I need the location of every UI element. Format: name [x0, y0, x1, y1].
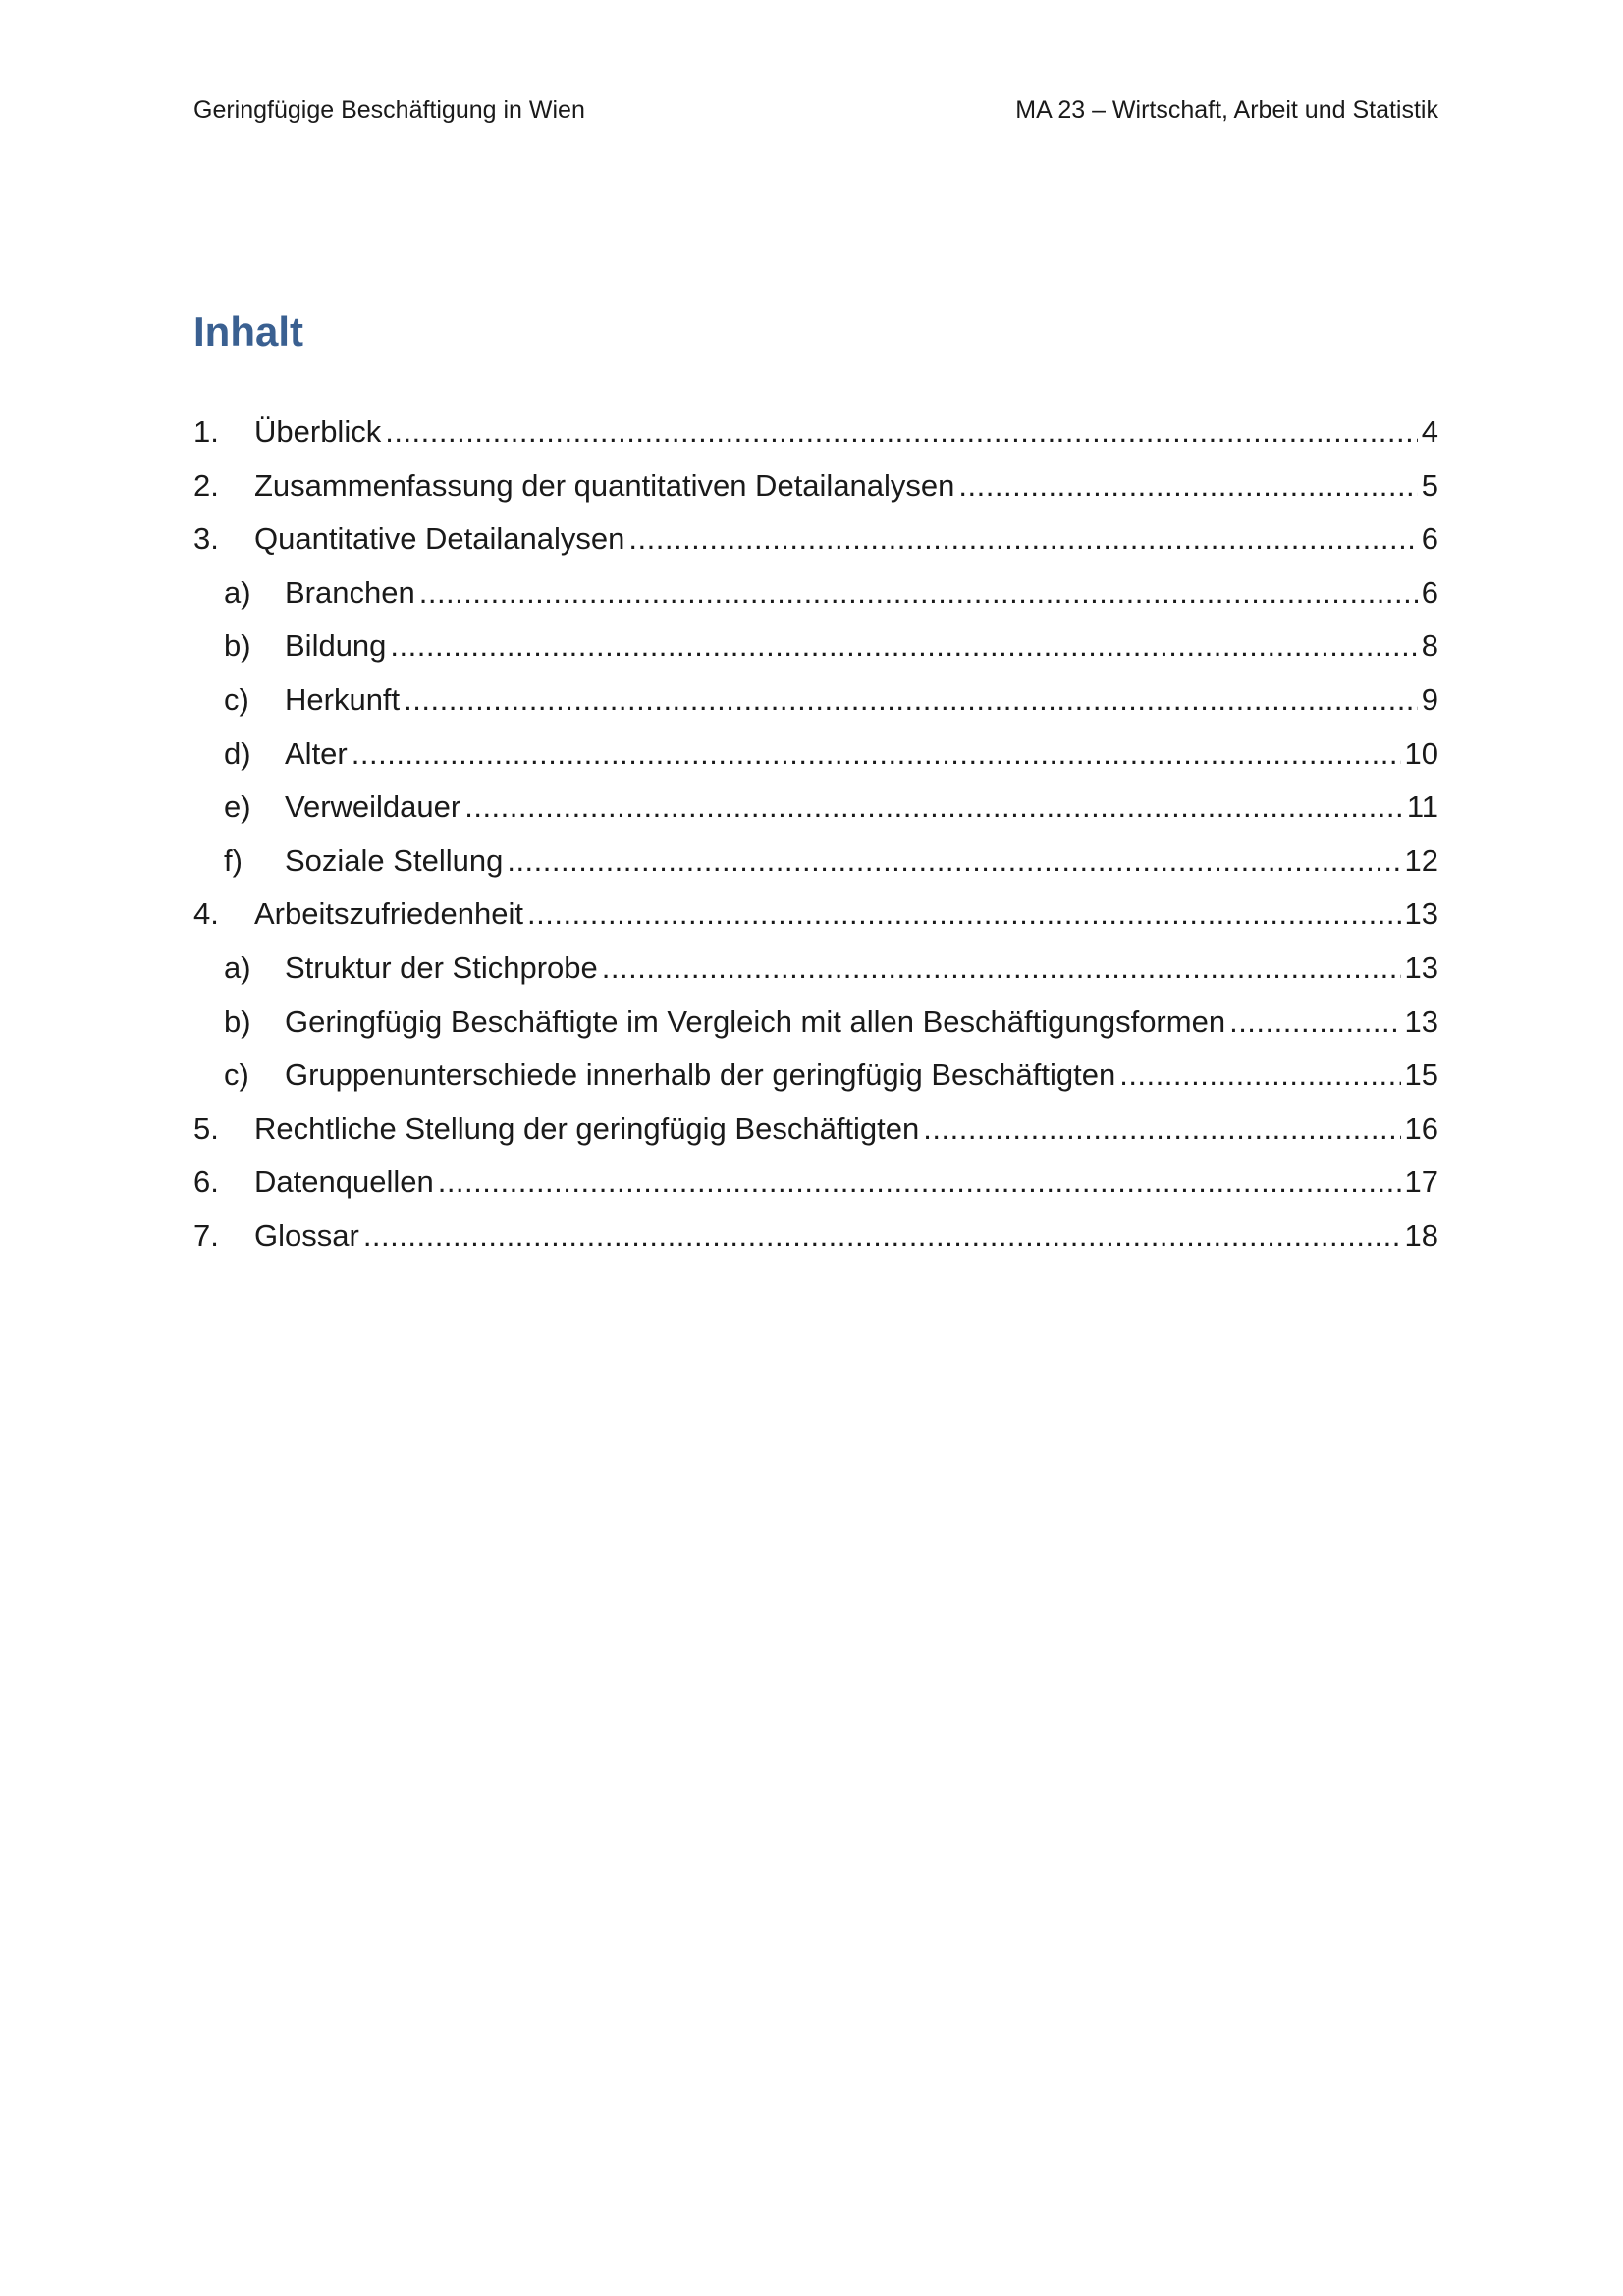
toc-entry-page-number[interactable]: 10: [1404, 735, 1438, 771]
toc-dot-leader: [352, 736, 1401, 772]
toc-entry-number: e): [224, 789, 251, 825]
toc-dot-leader: [958, 468, 1417, 504]
toc-entry-page-number[interactable]: 13: [1404, 896, 1438, 932]
toc-subentry[interactable]: [193, 736, 1438, 790]
toc-entry-number: f): [224, 842, 243, 878]
toc-entry-number: 7.: [193, 1217, 219, 1253]
toc-entry[interactable]: [193, 468, 1438, 522]
toc-dot-leader: [1229, 1004, 1400, 1040]
toc-entry-number: 3.: [193, 521, 219, 557]
toc-entry-number: c): [224, 1057, 249, 1093]
toc-entry-page-number[interactable]: 6: [1421, 574, 1438, 610]
toc-entry-page-number[interactable]: 9: [1421, 681, 1438, 717]
header-right-department: MA 23 – Wirtschaft, Arbeit und Statistik: [1015, 96, 1438, 124]
toc-dot-leader: [1119, 1057, 1400, 1093]
toc-entry[interactable]: [193, 414, 1438, 468]
toc-dot-leader: [438, 1164, 1401, 1200]
toc-entry[interactable]: [193, 1218, 1438, 1272]
toc-dot-leader: [628, 521, 1417, 557]
toc-entry-number: 2.: [193, 467, 219, 503]
toc-dot-leader: [507, 843, 1400, 879]
toc-entry-title[interactable]: Zusammenfassung der quantitativen Detailanalysen: [254, 467, 955, 503]
toc-entry-title[interactable]: Quantitative Detailanalysen: [254, 521, 625, 557]
toc-entry[interactable]: [193, 1111, 1438, 1165]
toc-subentry[interactable]: [193, 1057, 1438, 1111]
toc-entry-number: 4.: [193, 896, 219, 932]
toc-entry-number: b): [224, 1003, 251, 1039]
toc-dot-leader: [464, 789, 1403, 825]
toc-entry-number: 1.: [193, 414, 219, 449]
toc-entry-title[interactable]: Rechtliche Stellung der geringfügig Beschäftigten: [254, 1110, 920, 1146]
toc-entry[interactable]: [193, 896, 1438, 950]
toc-entry-number: d): [224, 735, 251, 771]
toc-entry-title[interactable]: Herkunft: [285, 681, 401, 717]
toc-subentry[interactable]: [193, 628, 1438, 682]
toc-entry-page-number[interactable]: 8: [1421, 628, 1438, 664]
toc-entry-title[interactable]: Gruppenunterschiede innerhalb der geringfügig Beschäftigten: [285, 1057, 1116, 1093]
toc-entry-page-number[interactable]: 15: [1404, 1057, 1438, 1093]
toc-entry[interactable]: [193, 521, 1438, 575]
toc-entry-title[interactable]: Branchen: [285, 574, 415, 610]
toc-dot-leader: [404, 682, 1418, 718]
table-of-contents: [193, 414, 1438, 1272]
toc-entry-title[interactable]: Bildung: [285, 628, 387, 664]
toc-entry-title[interactable]: Verweildauer: [285, 789, 461, 825]
page-header: [193, 94, 1438, 126]
toc-entry-page-number[interactable]: 4: [1421, 414, 1438, 449]
toc-entry-title[interactable]: Überblick: [254, 414, 382, 449]
toc-entry-page-number[interactable]: 18: [1404, 1217, 1438, 1253]
toc-entry-page-number[interactable]: 13: [1404, 1003, 1438, 1039]
toc-entry-page-number[interactable]: 17: [1404, 1164, 1438, 1200]
toc-entry-number: a): [224, 949, 251, 985]
toc-entry-title[interactable]: Arbeitszufriedenheit: [254, 896, 523, 932]
toc-dot-leader: [363, 1218, 1401, 1254]
toc-entry-title[interactable]: Alter: [285, 735, 348, 771]
toc-entry-number: 5.: [193, 1110, 219, 1146]
toc-dot-leader: [602, 950, 1401, 986]
toc-entry-number: a): [224, 574, 251, 610]
header-left-title: Geringfügige Beschäftigung in Wien: [193, 96, 585, 124]
toc-dot-leader: [419, 575, 1418, 611]
toc-entry-page-number[interactable]: 13: [1404, 949, 1438, 985]
toc-dot-leader: [923, 1111, 1400, 1147]
toc-entry-page-number[interactable]: 5: [1421, 467, 1438, 503]
toc-entry-page-number[interactable]: 16: [1404, 1110, 1438, 1146]
toc-subentry[interactable]: [193, 1004, 1438, 1058]
toc-title: Inhalt: [193, 308, 303, 354]
toc-subentry[interactable]: [193, 950, 1438, 1004]
toc-entry-title[interactable]: Geringfügig Beschäftigte im Vergleich mit allen Beschäftigungsformen: [285, 1003, 1226, 1039]
toc-entry[interactable]: [193, 1164, 1438, 1218]
toc-entry-page-number[interactable]: 11: [1406, 789, 1438, 825]
toc-entry-title[interactable]: Datenquellen: [254, 1164, 434, 1200]
toc-subentry[interactable]: [193, 575, 1438, 629]
toc-entry-title[interactable]: Struktur der Stichprobe: [285, 949, 598, 985]
toc-entry-number: b): [224, 628, 251, 664]
toc-subentry[interactable]: [193, 682, 1438, 736]
toc-entry-number: c): [224, 681, 249, 717]
toc-dot-leader: [390, 628, 1417, 664]
toc-entry-title[interactable]: Soziale Stellung: [285, 842, 504, 878]
toc-entry-title[interactable]: Glossar: [254, 1217, 359, 1253]
toc-entry-page-number[interactable]: 12: [1404, 842, 1438, 878]
toc-dot-leader: [527, 896, 1401, 932]
toc-entry-page-number[interactable]: 6: [1421, 521, 1438, 557]
toc-subentry[interactable]: [193, 789, 1438, 843]
toc-subentry[interactable]: [193, 843, 1438, 897]
toc-dot-leader: [385, 414, 1418, 450]
toc-entry-number: 6.: [193, 1164, 219, 1200]
